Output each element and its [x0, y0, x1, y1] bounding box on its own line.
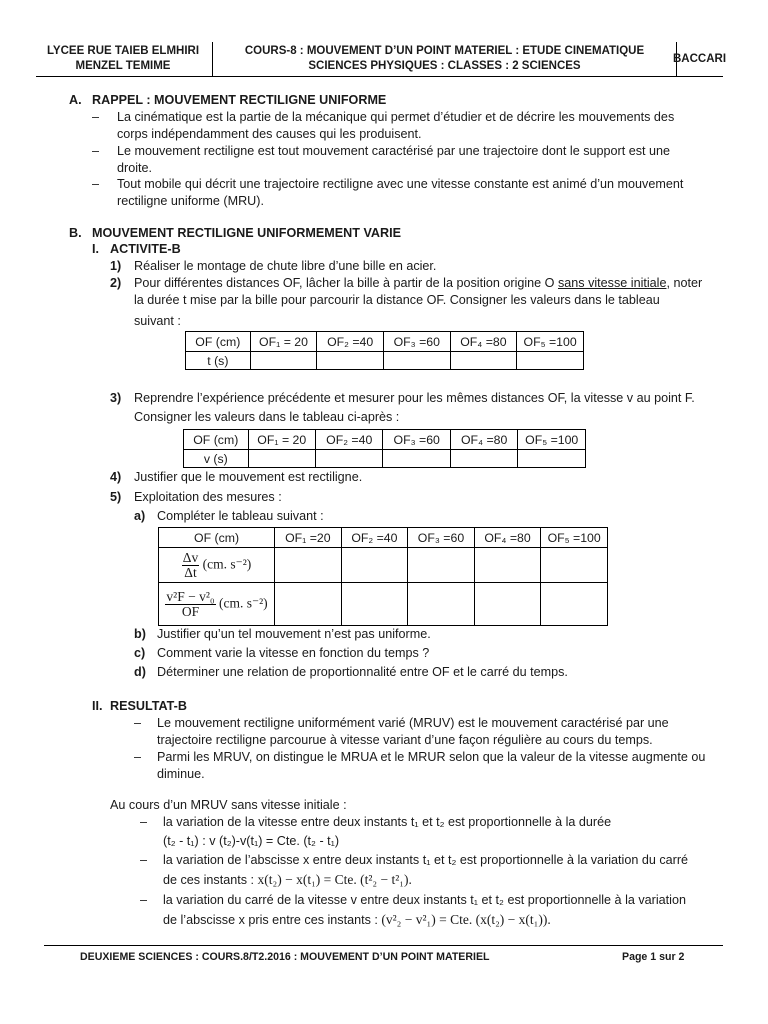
- unit-label: (cm. s⁻²): [202, 556, 252, 572]
- table-row-label: v (s): [184, 450, 249, 468]
- table-header-cell: OF (cm): [184, 430, 249, 450]
- table-header-cell: OF₄ =80: [474, 528, 541, 548]
- table-empty-cell: [474, 583, 541, 626]
- bullet-dash: –: [140, 815, 148, 829]
- footer-course: DEUXIEME SCIENCES : COURS.8/T2.2016 : MOUVEMENT D’UN POINT MATERIEL: [80, 951, 490, 963]
- unit-label: (cm. s⁻²): [218, 595, 268, 611]
- substep-letter: d): [134, 665, 146, 679]
- table-empty-cell: [450, 352, 517, 370]
- substep-text: Déterminer une relation de proportionnalité entre OF et le carré du temps.: [157, 665, 568, 679]
- step-text-part: , noter: [666, 276, 703, 290]
- table-header-cell: OF₅ =100: [517, 332, 584, 352]
- course-title: COURS-8 : MOUVEMENT D’UN POINT MATERIEL : ETUDE CINEMATIQUE: [244, 45, 645, 57]
- result-text: la variation de l’abscisse x entre deux instants t₁ et t₂ est proportionnelle à la variation du carré: [163, 853, 689, 867]
- substep-text: Justifier qu’un tel mouvement n’est pas uniforme.: [157, 627, 431, 641]
- table-header-cell: OF₂ =40: [341, 528, 408, 548]
- table-empty-cell: [316, 450, 383, 468]
- step-text: Reprendre l’expérience précédente et mesurer pour les mêmes distances OF, la vitesse v au point F.: [134, 391, 695, 405]
- bullet-dash: –: [92, 177, 100, 191]
- result-text-part: de ces instants :: [163, 873, 255, 887]
- table-header-cell: OF (cm): [186, 332, 251, 352]
- page-header: [36, 42, 727, 77]
- section-a-text: La cinématique est la partie de la mécanique qui permet d’étudier et de décrire les mouvements des: [117, 110, 675, 124]
- result-formula: (v²₂ − v²₁) = Cte. (x(t₂) − x(t₁)).: [381, 912, 551, 927]
- table-header-cell: OF₁ = 20: [248, 430, 315, 450]
- step-number: 3): [110, 391, 122, 405]
- table-header-cell: OF₅ =100: [518, 430, 586, 450]
- step-text-underlined: sans vitesse initiale: [557, 276, 667, 290]
- substep-letter: c): [134, 646, 146, 660]
- table-header-cell: OF₃ =60: [383, 332, 450, 352]
- section-a-label: A.: [69, 93, 82, 107]
- table-header-cell: OF₁ = 20: [250, 332, 317, 352]
- bullet-dash: –: [92, 144, 100, 158]
- result-text: trajectoire rectiligne parcourue à vitesse variant d’une façon régulière au cours du temps.: [157, 733, 653, 747]
- section-a-text: Le mouvement rectiligne est tout mouvement caractérisé par une trajectoire dont le support est une: [117, 144, 671, 158]
- table-header-cell: OF₁ =20: [275, 528, 342, 548]
- table-header-cell: OF₂ =40: [317, 332, 384, 352]
- step-number: 1): [110, 259, 122, 273]
- footer-page-number: Page 1 sur 2: [622, 951, 685, 963]
- table-header-cell: OF₃ =60: [383, 430, 450, 450]
- course-title-cell: [212, 42, 677, 76]
- course-subtitle: SCIENCES PHYSIQUES : CLASSES : 2 SCIENCES: [308, 60, 581, 72]
- footer-divider: [44, 945, 723, 946]
- bullet-dash: –: [134, 716, 142, 730]
- table-row-label: t (s): [186, 352, 251, 370]
- school-cell: [36, 42, 210, 76]
- table-empty-cell: [341, 583, 408, 626]
- table-empty-cell: [275, 583, 342, 626]
- table-header-cell: OF₅ =100: [541, 528, 608, 548]
- result-text: Le mouvement rectiligne uniformément varié (MRUV) est le mouvement caractérisé par une: [157, 716, 669, 730]
- table-empty-cell: [474, 548, 541, 583]
- step-text: Consigner les valeurs dans le tableau ci-après :: [134, 410, 400, 424]
- step-number: 5): [110, 490, 122, 504]
- section-b-title: MOUVEMENT RECTILIGNE UNIFORMEMENT VARIE: [92, 226, 402, 240]
- table-empty-cell: [517, 352, 584, 370]
- school-town: MENZEL TEMIME: [75, 60, 171, 72]
- table-exploitation: [158, 527, 608, 626]
- table-empty-cell: [408, 583, 475, 626]
- substep-text: Compléter le tableau suivant :: [157, 509, 324, 523]
- substep-letter: b): [134, 627, 146, 641]
- step-text-part: Pour différentes distances OF, lâcher la bille à partir de la position origine O: [134, 276, 558, 290]
- table-header-cell: OF₄ =80: [450, 430, 517, 450]
- part-ii-title: RESULTAT-B: [110, 699, 187, 713]
- fraction-denominator: Δt: [184, 564, 197, 580]
- table-empty-cell: [518, 450, 586, 468]
- table-empty-cell: [341, 548, 408, 583]
- step-number: 2): [110, 276, 122, 290]
- result-text: [163, 912, 551, 928]
- step-text: Justifier que le mouvement est rectiligne.: [134, 470, 363, 484]
- part-i-title: ACTIVITE-B: [110, 242, 181, 256]
- author-name: BACCARI: [672, 52, 727, 65]
- result-text: la variation du carré de la vitesse v entre deux instants t₁ et t₂ est proportionnelle à la variation: [163, 893, 686, 907]
- table-header-cell: OF₄ =80: [450, 332, 517, 352]
- result-text: diminue.: [157, 767, 205, 781]
- table-empty-cell: [383, 450, 450, 468]
- result-text: la variation de la vitesse entre deux instants t₁ et t₂ est proportionnelle à la durée: [163, 815, 612, 829]
- table-header-cell: OF (cm): [159, 528, 275, 548]
- table-empty-cell: [248, 450, 315, 468]
- result-formula: x(t₂) − x(t₁) = Cte. (t²₂ − t²₁).: [257, 872, 412, 887]
- step-text: suivant :: [134, 314, 181, 328]
- result-formula: (t₂ - t₁) : v (t₂)-v(t₁) = Cte. (t₂ - t₁): [163, 834, 340, 848]
- table-velocity: [183, 429, 586, 468]
- section-a-text: corps indépendamment des causes qui les produisent.: [117, 127, 422, 141]
- table-header-cell: OF₃ =60: [408, 528, 475, 548]
- fraction-numerator: v²F − v²₀: [166, 588, 215, 604]
- table-empty-cell: [541, 548, 608, 583]
- table-row-label: [159, 548, 275, 583]
- substep-text: Comment varie la vitesse en fonction du temps ?: [157, 646, 430, 660]
- step-text: [134, 276, 702, 290]
- section-a-title: RAPPEL : MOUVEMENT RECTILIGNE UNIFORME: [92, 93, 387, 107]
- table-empty-cell: [317, 352, 384, 370]
- school-name: LYCEE RUE TAIEB ELMHIRI: [46, 45, 200, 57]
- result-text-part: de l’abscisse x pris entre ces instants :: [163, 913, 378, 927]
- step-text: Exploitation des mesures :: [134, 490, 282, 504]
- step-text: Réaliser le montage de chute libre d’une bille en acier.: [134, 259, 437, 273]
- table-row-label: [159, 583, 275, 626]
- fraction-numerator: Δv: [182, 549, 199, 565]
- section-a-text: rectiligne uniforme (MRU).: [117, 194, 264, 208]
- table-empty-cell: [541, 583, 608, 626]
- section-a-text: Tout mobile qui décrit une trajectoire rectiligne avec une vitesse constante est animé d’un mouvement: [117, 177, 684, 191]
- table-empty-cell: [383, 352, 450, 370]
- bullet-dash: –: [92, 110, 100, 124]
- fraction-denominator: OF: [181, 603, 200, 619]
- table-time: [185, 331, 584, 370]
- bullet-dash: –: [134, 750, 142, 764]
- table-empty-cell: [450, 450, 517, 468]
- substep-letter: a): [134, 509, 146, 523]
- result-text: Parmi les MRUV, on distingue le MRUA et le MRUR selon que la valeur de la vitesse augmente ou: [157, 750, 706, 764]
- bullet-dash: –: [140, 853, 148, 867]
- result-intro: Au cours d’un MRUV sans vitesse initiale :: [110, 798, 347, 812]
- section-a-text: droite.: [117, 161, 153, 175]
- section-b-label: B.: [69, 226, 82, 240]
- result-text: [163, 872, 412, 888]
- part-i-label: I.: [92, 242, 99, 256]
- table-header-cell: OF₂ =40: [316, 430, 383, 450]
- bullet-dash: –: [140, 893, 148, 907]
- table-empty-cell: [408, 548, 475, 583]
- step-text: la durée t mise par la bille pour parcourir la distance OF. Consigner les valeurs dans le tableau: [134, 293, 660, 307]
- table-empty-cell: [275, 548, 342, 583]
- fraction: [182, 551, 199, 580]
- author-cell: [672, 42, 727, 76]
- table-empty-cell: [250, 352, 317, 370]
- step-number: 4): [110, 470, 122, 484]
- fraction: [165, 590, 215, 619]
- part-ii-label: II.: [92, 699, 103, 713]
